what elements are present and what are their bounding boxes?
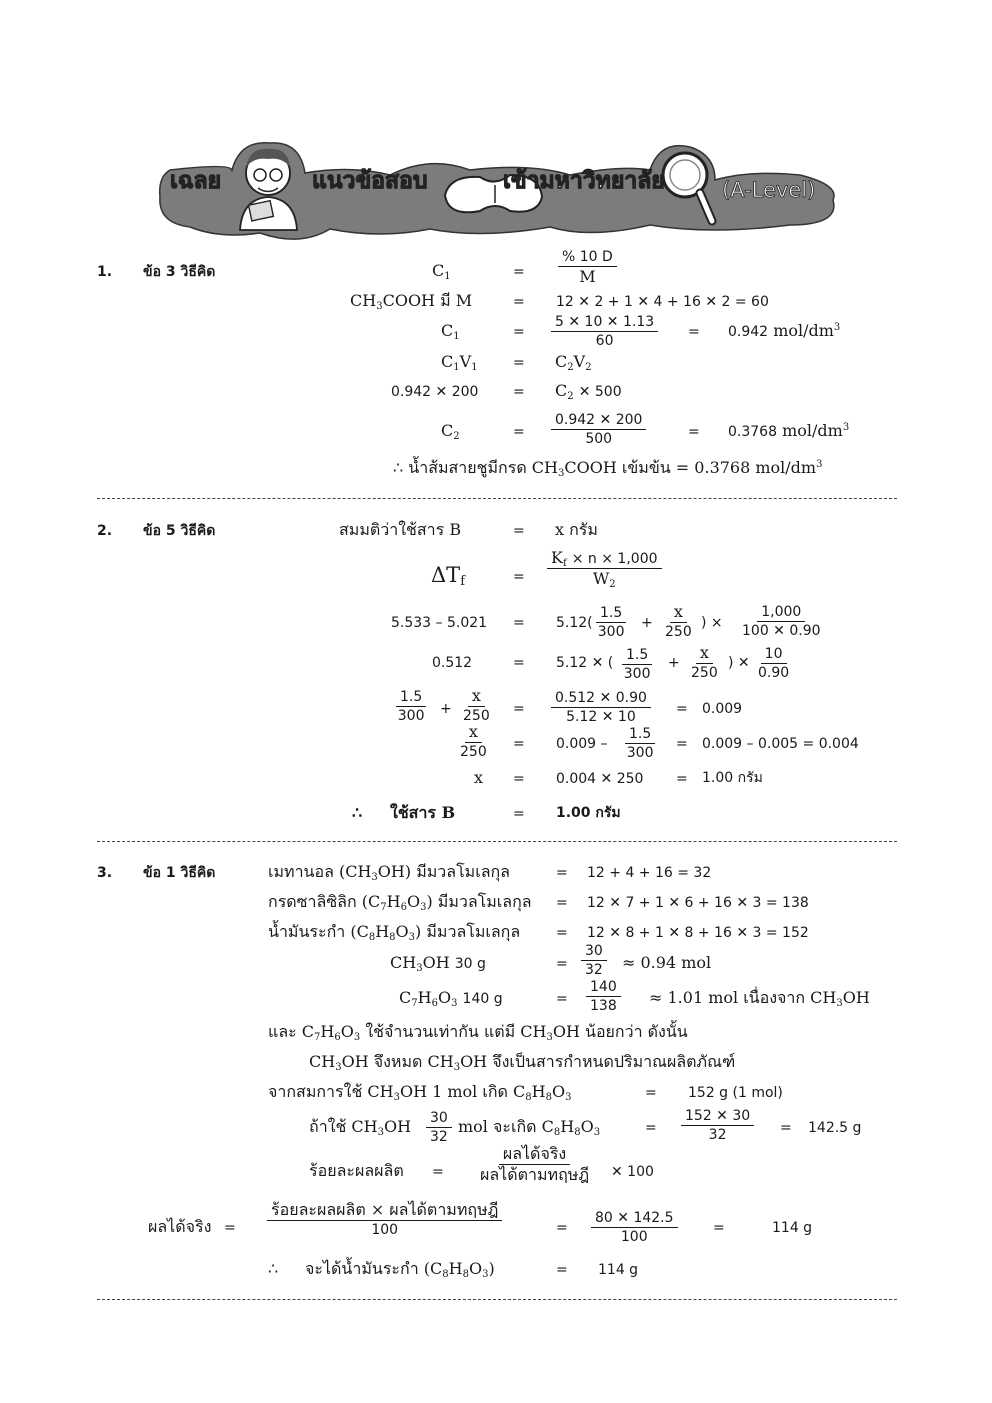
equals: = [713,1220,725,1236]
equals: = [513,294,525,310]
plus-sign: + [641,615,653,631]
q3-line10-fraction: ผลได้จริง ผลได้ตามทฤษฎี [480,1144,590,1184]
q3-line9-result: 142.5 g [808,1120,862,1136]
q3-line5-fraction: $\frac{140}{138}$ [586,980,621,1013]
q3-line9-a: ถ้าใช้ $CH_3OH$ [309,1117,412,1138]
q1-line3-result: 0.942 mol/$dm^3$ [728,321,841,340]
q3-line4-result: ≈ 0.94 mol [622,953,712,972]
q1-line5-rhs: $C_2$ ✕ 500 [555,381,622,402]
divider [97,1299,897,1300]
equals: = [513,655,525,671]
equals: = [432,1164,444,1180]
q2-line7-rhs: 0.004 ✕ 250 [556,771,644,787]
equals: = [513,523,525,539]
q2-line2-lhs: $\Delta T_f$ [431,563,465,589]
q2-conclusion-lhs: ใช้สาร B [390,803,456,822]
q3-line1-lhs: เมทานอล $(CH_3OH)$ มีมวลโมเลกุล [268,862,510,883]
equals: = [556,925,568,941]
q2-answer: ข้อ 5 วิธีคิด [143,523,216,539]
equals: = [676,771,688,787]
q3-line7: $CH_3OH$ จึงหมด $CH_3OH$ จึงเป็นสารกำหนดปริมาณผลิตภัณฑ์ [309,1052,736,1073]
q2-line4-b: ) ✕ [728,655,750,671]
equals: = [556,865,568,881]
equals: = [645,1120,657,1136]
q2-line4-a: 5.12 ✕ ( [556,655,614,671]
q3-line9-b: mol จะเกิด $C_8H_8O_3$ [458,1117,601,1138]
equals: = [676,736,688,752]
equals: = [780,1120,792,1136]
equals: = [513,569,525,585]
q2-line4-frac1: $\frac{1.5}{300}$ [623,647,651,682]
equals: = [513,771,525,787]
q2-line5-frac3: $\frac{0.512 ✕ 0.90}{5.12 ✕ 10}$ [551,691,651,724]
q2-line6-frac1: $\frac{x}{250}$ [460,722,487,760]
q3-line9-frac2: $\frac{152 ✕ 30}{32}$ [681,1109,754,1142]
q3-line11-frac1: ร้อยละผลผลิต × ผลได้ตามทฤษฎี 100 [267,1202,502,1237]
q3-line3-rhs: 12 ✕ 8 + 1 ✕ 8 + 16 ✕ 3 = 152 [587,925,809,941]
q3-line10-lhs: ร้อยละผลผลิต [309,1161,404,1180]
equals: = [645,1085,657,1101]
q3-line1-rhs: 12 + 4 + 16 = 32 [587,865,712,881]
q2-line4-lhs: 0.512 [432,655,473,671]
q2-line1-lhs: สมมติว่าใช้สาร B [339,520,462,539]
plus-sign: + [668,655,680,671]
q1-line6-lhs: $C_2$ [441,421,460,442]
q1-number: 1. [97,264,113,280]
q2-line6-result: 0.009 – 0.005 = 0.004 [702,736,859,752]
equals: = [513,355,525,371]
q2-line6-a: 0.009 – [556,736,608,752]
q3-number: 3. [97,865,113,881]
banner-answer: เฉลย [170,168,222,194]
equals: = [556,1262,568,1278]
q2-line3-frac2: $\frac{x}{250}$ [665,602,692,640]
q2-line3-frac3: $\frac{1,000}{100 ✕ 0.90}$ [742,604,821,639]
equals: = [513,384,525,400]
q2-line3-frac1: $\frac{1.5}{300}$ [597,605,625,640]
q3-line8-rhs: 152 g (1 mol) [688,1085,783,1101]
equals: = [556,956,568,972]
q2-line2-fraction: $\frac{K_f \times n \times 1,000}{W_2}$ [547,550,662,588]
q1-answer: ข้อ 3 วิธีคิด [143,264,216,280]
q3-line5-lhs: $C_7H_6O_3$ 140 g [399,988,503,1009]
q2-line4-frac3: $\frac{10}{0.90}$ [758,646,790,681]
equals: = [688,324,700,340]
q3-line3-lhs: น้ำมันระกำ $(C_8H_8O_3)$ มีมวลโมเลกุล [268,922,521,943]
q2-line1-rhs: x กรัม [555,520,598,539]
q1-line2-rhs: 12 ✕ 2 + 1 ✕ 4 + 16 ✕ 2 = 60 [556,294,769,310]
q2-conclusion-rhs: 1.00 กรัม [556,805,621,821]
q3-line10-tail: ✕ 100 [611,1164,654,1180]
equals: = [513,424,525,440]
q2-line3-lhs: 5.533 – 5.021 [391,615,488,631]
q3-line4-fraction: $\frac{30}{32}$ [581,944,607,977]
q3-line4-lhs: $CH_3OH$ 30 g [390,953,486,974]
q3-line9-frac1: $\frac{30}{32}$ [426,1111,452,1144]
q3-line2-lhs: กรดซาลิซิลิก $(C_7H_6O_3)$ มีมวลโมเลกุล [268,892,532,913]
equals: = [513,615,525,631]
q1-line6-result: 0.3768 mol/$dm^3$ [728,421,850,440]
q3-line8-lhs: จากสมการใช้ $CH_3OH$ 1 mol เกิด $C_8H_8O_3$ [268,1082,572,1103]
banner-guide: แนวข้อสอบ [312,168,428,194]
equals: = [556,895,568,911]
q3-line11-lhs: ผลได้จริง [148,1217,212,1236]
q2-line5-frac1: $\frac{1.5}{300}$ [397,689,425,724]
q1-conclusion: ∴ น้ำส้มสายชูมีกรด $CH_3COOH$ เข้มข้น = 0.3768 mol/$dm^3$ [393,458,823,479]
therefore-symbol: ∴ [268,1259,279,1278]
q3-line11-result: 114 g [772,1220,813,1236]
q1-line4-rhs: $C_2V_2$ [555,352,592,373]
therefore-symbol: ∴ [352,803,363,822]
equals: = [513,264,525,280]
q3-conclusion-rhs: 114 g [598,1262,639,1278]
q3-conclusion-lhs: จะได้น้ำมันระกำ $(C_8H_8O_3)$ [305,1259,495,1280]
q2-line3-b: ) × [701,615,723,631]
q3-line6: และ $C_7H_6O_3$ ใช้จำนวนเท่ากัน แต่มี $CH_3OH$ น้อยกว่า ดังนั้น [268,1022,688,1043]
equals: = [513,806,525,822]
equals: = [676,701,688,717]
q3-line11-frac2: $\frac{80 ✕ 142.5}{100}$ [591,1211,678,1244]
q1-line4-lhs: $C_1V_1$ [441,352,478,373]
equals: = [513,324,525,340]
q1-line5-lhs: 0.942 ✕ 200 [391,384,479,400]
q1-line1-fraction: $\frac{\% 10 D}{M}$ [558,250,617,285]
equals: = [688,424,700,440]
q2-line5-frac2: $\frac{x}{250}$ [463,686,490,724]
divider [97,841,897,842]
q3-answer: ข้อ 1 วิธีคิด [143,865,216,881]
q2-line6-frac2: $\frac{1.5}{300}$ [626,726,654,761]
q3-line2-rhs: 12 ✕ 7 + 1 ✕ 6 + 16 ✕ 3 = 138 [587,895,809,911]
equals: = [556,1220,568,1236]
equals: = [513,736,525,752]
q2-line7-lhs: x [474,768,484,787]
q1-line1-lhs: $C_1$ [432,261,451,282]
q1-line6-fraction: $\frac{0.942 ✕ 200}{500}$ [551,413,646,446]
q2-number: 2. [97,523,113,539]
q1-line3-fraction: $\frac{5 ✕ 10 ✕ 1.13}{60}$ [551,315,658,348]
q2-line4-frac2: $\frac{x}{250}$ [691,643,718,681]
equals: = [513,701,525,717]
equals: = [556,991,568,1007]
q2-line7-result: 1.00 กรัม [702,770,763,786]
q1-line2-lhs: $CH_3COOH$ มี M [350,291,473,312]
plus-sign: + [440,701,452,717]
q3-line5-result: ≈ 1.01 mol เนื่องจาก $CH_3OH$ [649,988,870,1009]
q2-line3-a: 5.12( [556,615,593,631]
banner-entrance: เข้ามหาวิทยาลัย [503,168,665,194]
divider [97,498,897,499]
q1-line3-lhs: $C_1$ [441,321,460,342]
q2-line5-result: 0.009 [702,701,743,717]
equals: = [224,1220,236,1236]
banner-level: (A-Level) [722,178,816,202]
